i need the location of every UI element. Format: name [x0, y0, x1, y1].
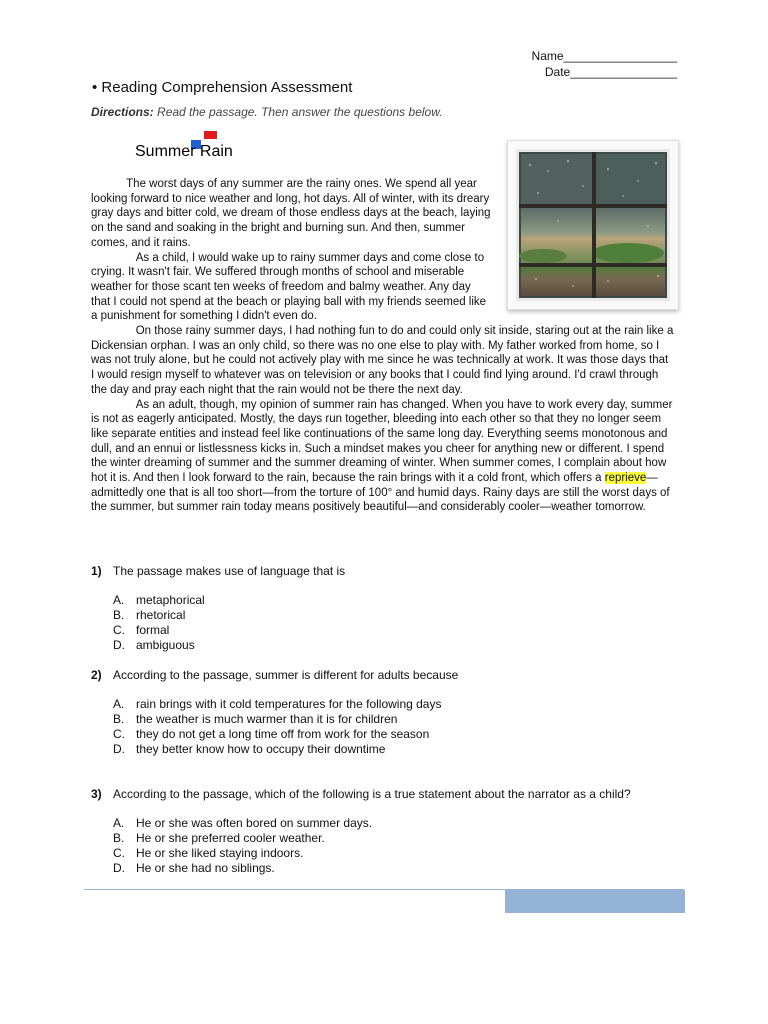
passage-paragraph-3: [91, 324, 674, 398]
question-number: 3): [91, 787, 102, 801]
option-text: He or she was often bored on summer days.: [136, 816, 373, 830]
passage-paragraph-4: [91, 398, 674, 516]
question-1: [91, 564, 691, 653]
passage-body: [91, 177, 674, 515]
answer-option[interactable]: [113, 727, 691, 742]
paragraph-4-text-end: —admittedly one that is all too short—from the torture of 100° and humid days. Rainy days are still the worst days of the summer, but summer rain today means positively beautiful—and considerably cooler—weather tomorrow.: [91, 472, 670, 514]
name-date-block: [532, 48, 677, 80]
answer-option[interactable]: [113, 593, 691, 608]
answer-option[interactable]: [113, 623, 691, 638]
option-text: ambiguous: [136, 638, 195, 652]
directions-label: Directions:: [91, 105, 154, 119]
answer-option[interactable]: [113, 638, 691, 653]
question-2: [91, 668, 691, 757]
question-text: The passage makes use of language that is: [113, 564, 346, 578]
answer-options: [91, 816, 691, 876]
answer-option[interactable]: [113, 608, 691, 623]
answer-option[interactable]: [113, 712, 691, 727]
option-letter: B.: [113, 608, 125, 622]
answer-option[interactable]: [113, 831, 691, 846]
option-text: the weather is much warmer than it is for children: [136, 712, 398, 726]
directions: [91, 105, 443, 119]
passage-paragraph-2: [91, 251, 491, 325]
option-letter: B.: [113, 712, 125, 726]
question-number: 1): [91, 564, 102, 578]
option-letter: C.: [113, 727, 125, 741]
option-text: metaphorical: [136, 593, 205, 607]
footer-bar: [505, 890, 685, 913]
paragraph-3-text: On those rainy summer days, I had nothing fun to do and could only sit inside, staring out at the rain like a Dickensian orphan. I was an only child, so there was no one else to play with. My father worked from home, so I was not truly alone, but he could not actively play with me since he was technically at work. It was those days that I would resign myself to whatever was on television or any books that I could find lying around. I'd crawl through the day and pray each night that the rain would not be there the next day.: [91, 325, 674, 396]
option-text: rain brings with it cold temperatures for the following days: [136, 697, 442, 711]
option-text: He or she liked staying indoors.: [136, 846, 304, 860]
option-letter: B.: [113, 831, 125, 845]
answer-option[interactable]: [113, 846, 691, 861]
option-text: they do not get a long time off from work for the season: [136, 727, 430, 741]
date-field-label[interactable]: Date________________: [544, 65, 677, 79]
highlighted-word: reprieve: [604, 472, 647, 485]
question-text: According to the passage, summer is different for adults because: [113, 668, 459, 682]
option-letter: D.: [113, 742, 125, 756]
red-marker-icon: [204, 131, 217, 139]
option-text: they better know how to occupy their downtime: [136, 742, 386, 756]
answer-option[interactable]: [113, 816, 691, 831]
answer-options: [91, 593, 691, 653]
option-letter: C.: [113, 846, 125, 860]
question-text: According to the passage, which of the following is a true statement about the narrator as a child?: [113, 787, 631, 801]
paragraph-4-text: As an adult, though, my opinion of summer rain has changed. When you have to work every day, summer is not as eagerly anticipated. Mostly, the days run together, bleeding into each other so that they no longer seem like separate entities and instead feel like continuations of the same long day. Everything seems monotonous and dull, and an ennui or listlessness kicks in. Such a mindset makes you cheer for anything new or different. I spend the winter dreaming of summer and the summer dreaming of winter. When summer comes, I complain about how hot it is. And then I look forward to the rain, because the rain brings with it a cold front, which offers a: [91, 398, 673, 485]
answer-options: [91, 697, 691, 757]
passage-paragraph-1: [91, 177, 491, 251]
paragraph-1-text: The worst days of any summer are the rainy ones. We spend all year looking forward to nice weather and long, hot days. All of winter, with its dreary gray days and bitter cold, we dream of those endless days at the beach, laying on the sand and soaking in the bright and burning sun. And then, summer comes, and it rains.: [91, 178, 491, 249]
option-letter: C.: [113, 623, 125, 637]
answer-option[interactable]: [113, 697, 691, 712]
option-text: rhetorical: [136, 608, 186, 622]
directions-text: Read the passage. Then answer the questions below.: [153, 105, 443, 119]
name-field-label[interactable]: Name_________________: [531, 49, 677, 63]
option-letter: A.: [113, 816, 125, 830]
option-letter: A.: [113, 593, 125, 607]
answer-option[interactable]: [113, 742, 691, 757]
option-text: He or she preferred cooler weather.: [136, 831, 325, 845]
passage-title: Summer Rain: [135, 143, 233, 160]
option-text: He or she had no siblings.: [136, 861, 275, 875]
answer-option[interactable]: [113, 861, 691, 876]
option-letter: A.: [113, 697, 125, 711]
paragraph-2-text: As a child, I would wake up to rainy summer days and come close to crying. It wasn't fair. We suffered through months of school and miserable weather for those scant ten weeks of freedom and balmy weather. Any day that I could not spend at the beach or playing ball with my friends seemed like a punishment for something I didn't even do.: [91, 251, 487, 323]
question-number: 2): [91, 668, 102, 682]
option-letter: D.: [113, 861, 125, 875]
option-text: formal: [136, 623, 170, 637]
option-letter: D.: [113, 638, 125, 652]
document-title: • Reading Comprehension Assessment: [92, 79, 353, 96]
question-3: [91, 787, 691, 876]
